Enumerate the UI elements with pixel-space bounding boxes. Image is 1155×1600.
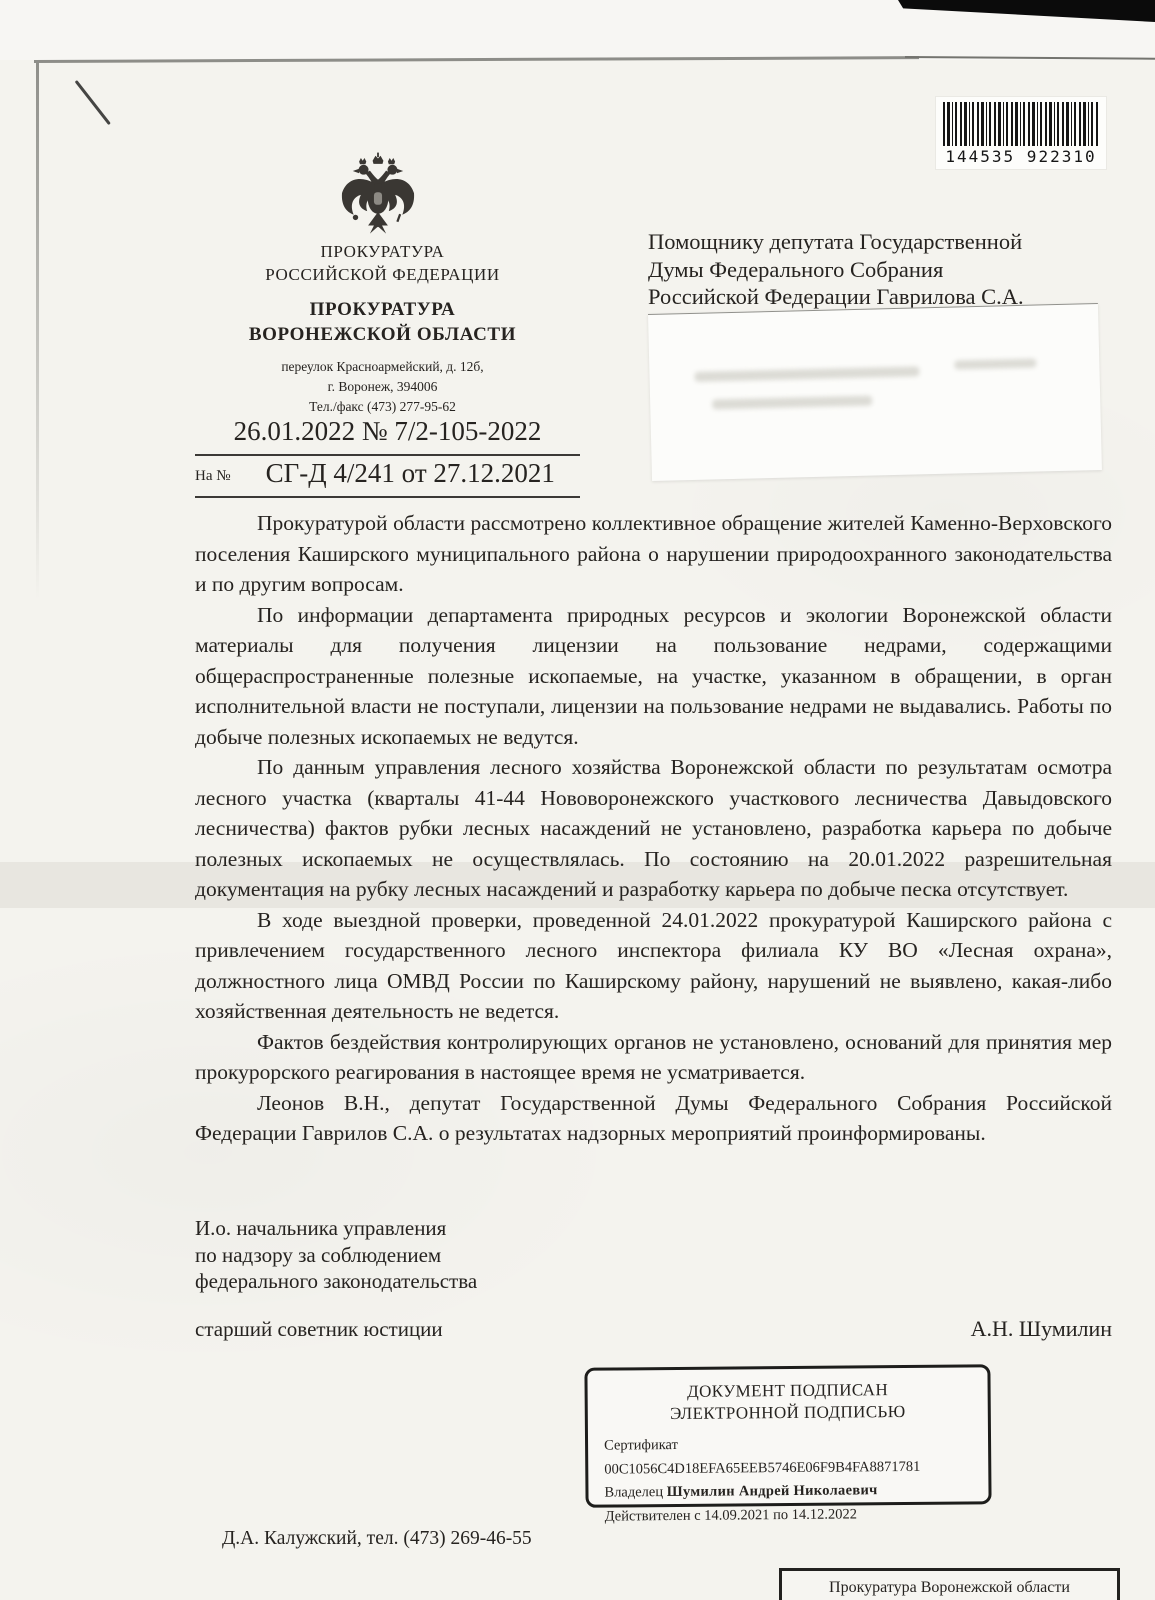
esign-owner-name: Шумилин Андрей Николаевич: [666, 1482, 878, 1501]
ghost-text-artifact: [954, 359, 1036, 370]
esign-validity: Действителен с 14.09.2021 по 14.12.2022: [604, 1505, 858, 1525]
org-address-city: г. Воронеж, 394006: [327, 379, 438, 394]
signer-position-line1: И.о. начальника управления: [195, 1216, 447, 1240]
org-address-street: переулок Красноармейский, д. 12б,: [281, 359, 484, 374]
esign-certificate: [604, 1431, 976, 1481]
org-name-line2: ВОРОНЕЖСКОЙ ОБЛАСТИ: [248, 324, 517, 345]
addressee-line3: Российской Федерации Гаврилова С.А.: [648, 284, 1024, 309]
body-paragraph: Леонов В.Н., депутат Государственной Думы Федерального Собрания Российской Федерации Гаврилов С.А. о результатах надзорных мероприятий проинформированы.: [195, 1090, 1112, 1145]
body-paragraph: Прокуратурой области рассмотрено коллективное обращение жителей Каменно-Верховского поселения Каширского муниципального района о нарушении природоохранного законодательства и по другим вопросам.: [195, 511, 1112, 596]
incoming-reference-label: На №: [195, 468, 231, 484]
esign-title: [588, 1378, 988, 1424]
body-paragraph: В ходе выездной проверки, проведенной 24.01.2022 прокуратурой Каширского района с привлечением государственного лесного инспектора филиала КУ ВО «Лесная охрана», должностного лица ОМВД России по Каширскому району, нарушений не выявлено, какая-либо хозяйственная деятельность не ведется.: [195, 907, 1112, 1023]
addressee-block: [648, 228, 1118, 311]
pen-mark: [75, 80, 111, 125]
esign-title-line2: ЭЛЕКТРОННОЙ ПОДПИСЬЮ: [669, 1401, 906, 1423]
org-name: [200, 297, 565, 347]
signature-row: [195, 1316, 1112, 1342]
redaction-patch: [648, 303, 1102, 481]
parent-org-name: [200, 240, 565, 286]
body-paragraph: Фактов бездействия контролирующих органов не установлено, оснований для принятия мер прокурорского реагирования в настоящее время не усматривается.: [195, 1029, 1112, 1084]
parent-org-line1: ПРОКУРАТУРА: [320, 242, 445, 261]
letter-body: [195, 508, 1112, 1149]
ghost-text-artifact: [712, 396, 872, 410]
esign-certificate-value: 00C1056C4D18EFA65EEB5746E06F9B4FA8871781: [604, 1458, 921, 1478]
esign-title-line1: ДОКУМЕНТ ПОДПИСАН: [687, 1380, 889, 1401]
org-address-phone: Тел./факс (473) 277-95-62: [309, 399, 456, 414]
barcode-bars-icon: [943, 102, 1099, 146]
esign-certificate-label: Сертификат: [604, 1436, 678, 1454]
executor-contact: Д.А. Калужский, тел. (473) 269-46-55: [222, 1528, 532, 1549]
incoming-reference: [195, 458, 580, 498]
esign-owner: [604, 1478, 976, 1505]
signer-position: [195, 1215, 477, 1295]
body-paragraph: По информации департамента природных ресурсов и экологии Воронежской области материалы для получения лицензии на пользование недрами, содержащими общераспространенные полезные ископаемые, на участке, указанном в обращении, в орган исполнительной власти не поступали, лицензии на пользование недрами не выдавались. Работы по добыче полезных ископаемых не ведутся.: [195, 602, 1112, 749]
incoming-reference-value: СГ-Д 4/241 от 27.12.2021: [265, 458, 555, 488]
addressee-line2: Думы Федерального Собрания: [648, 256, 944, 282]
body-paragraph: По данным управления лесного хозяйства Воронежской области по результатам осмотра лесного участка (кварталы 41-44 Нововоронежского участкового лесничества Давыдовского лесничества) фактов рубки лесных насаждений не установлено, разработка карьера по добыче полезных ископаемых не осуществлялась. По состоянию на 20.01.2022 разрешительная документация на рубку лесных насаждений и разработку карьера по добыче песка отсутствует.: [195, 755, 1112, 901]
signer-name: А.Н. Шумилин: [970, 1316, 1112, 1341]
ghost-text-artifact: [694, 366, 919, 381]
org-address: [200, 357, 565, 417]
esign-details: [604, 1431, 977, 1528]
outgoing-reference-value: 26.01.2022 № 7/2-105-2022: [233, 416, 542, 446]
addressee-line1: Помощнику депутата Государственной: [648, 229, 1023, 254]
signer-position-line2: по надзору за соблюдением: [195, 1242, 442, 1267]
registration-stamp: [779, 1568, 1120, 1600]
parent-org-line2: РОССИЙСКОЙ ФЕДЕРАЦИИ: [265, 265, 500, 284]
esign-stamp: [584, 1364, 991, 1525]
barcode-digits: 144535 922310: [945, 147, 1097, 166]
barcode: [936, 97, 1106, 169]
signer-rank: старший советник юстиции: [195, 1317, 443, 1341]
registration-stamp-text: Прокуратура Воронежской области: [829, 1579, 1070, 1596]
org-name-line1: ПРОКУРАТУРА: [309, 299, 456, 320]
paper-left-edge: [36, 60, 39, 600]
esign-owner-label: Владелец: [604, 1484, 664, 1501]
outgoing-reference: [195, 416, 580, 456]
coat-of-arms-icon: [333, 150, 423, 238]
signer-position-line3: федерального законодательства: [195, 1269, 478, 1293]
